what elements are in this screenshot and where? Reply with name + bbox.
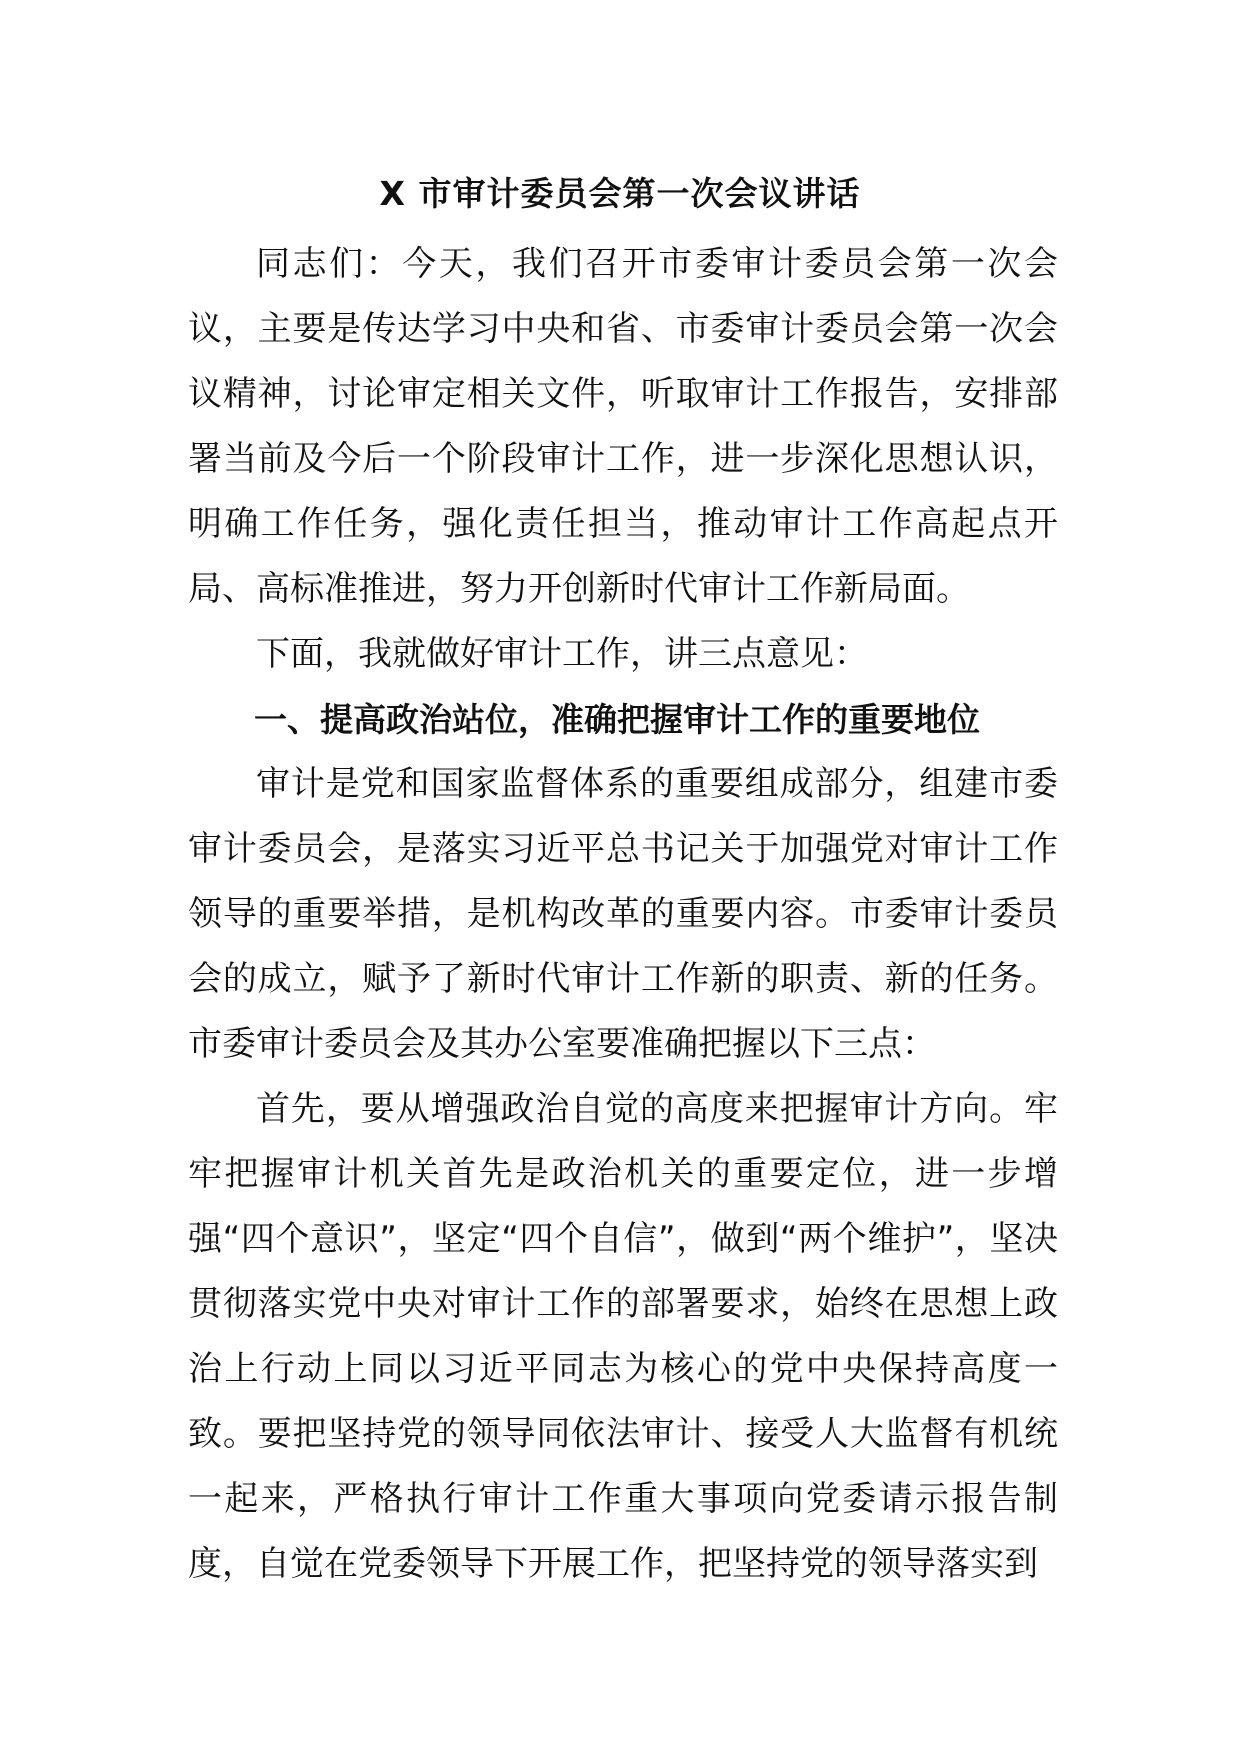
paragraph-intro: 下面，我就做好审计工作，讲三点意见： xyxy=(256,634,868,674)
document-body xyxy=(188,232,1058,1597)
section-heading-1: 一、提高政治站位，准确把握审计工作的重要地位 xyxy=(254,700,980,739)
document-title: X 市审计委员会第一次会议讲话 xyxy=(379,174,861,213)
paragraph-opening: 同志们：今天，我们召开市委审计委员会第一次会议，主要是传达学习中央和省、市委审计委员会第一次会议精神，讨论审定相关文件，听取审计工作报告，安排部署当前及今后一个阶段审计工作，进一步深化思想认识，明确工作任务，强化责任担当，推动审计工作高起点开局、高标准推进，努力开创新时代审计工作新局面。 xyxy=(188,244,1058,609)
paragraph-section-1: 审计是党和国家监督体系的重要组成部分，组建市委审计委员会，是落实习近平总书记关于加强党对审计工作领导的重要举措，是机构改革的重要内容。市委审计委员会的成立，赋予了新时代审计工作新的职责、新的任务。市委审计委员会及其办公室要准确把握以下三点： xyxy=(188,764,1058,1064)
paragraph-first-point: 首先，要从增强政治自觉的高度来把握审计方向。牢牢把握审计机关首先是政治机关的重要定位，进一步增强“四个意识”，坚定“四个自信”，做到“两个维护”，坚决贯彻落实党中央对审计工作的部署要求，始终在思想上政治上行动上同以习近平同志为核心的党中央保持高度一致。要把坚持党的领导同依法审计、接受人大监督有机统一起来，严格执行审计工作重大事项向党委请示报告制度，自觉在党委领导下开展工作，把坚持党的领导落实到 xyxy=(188,1089,1058,1584)
